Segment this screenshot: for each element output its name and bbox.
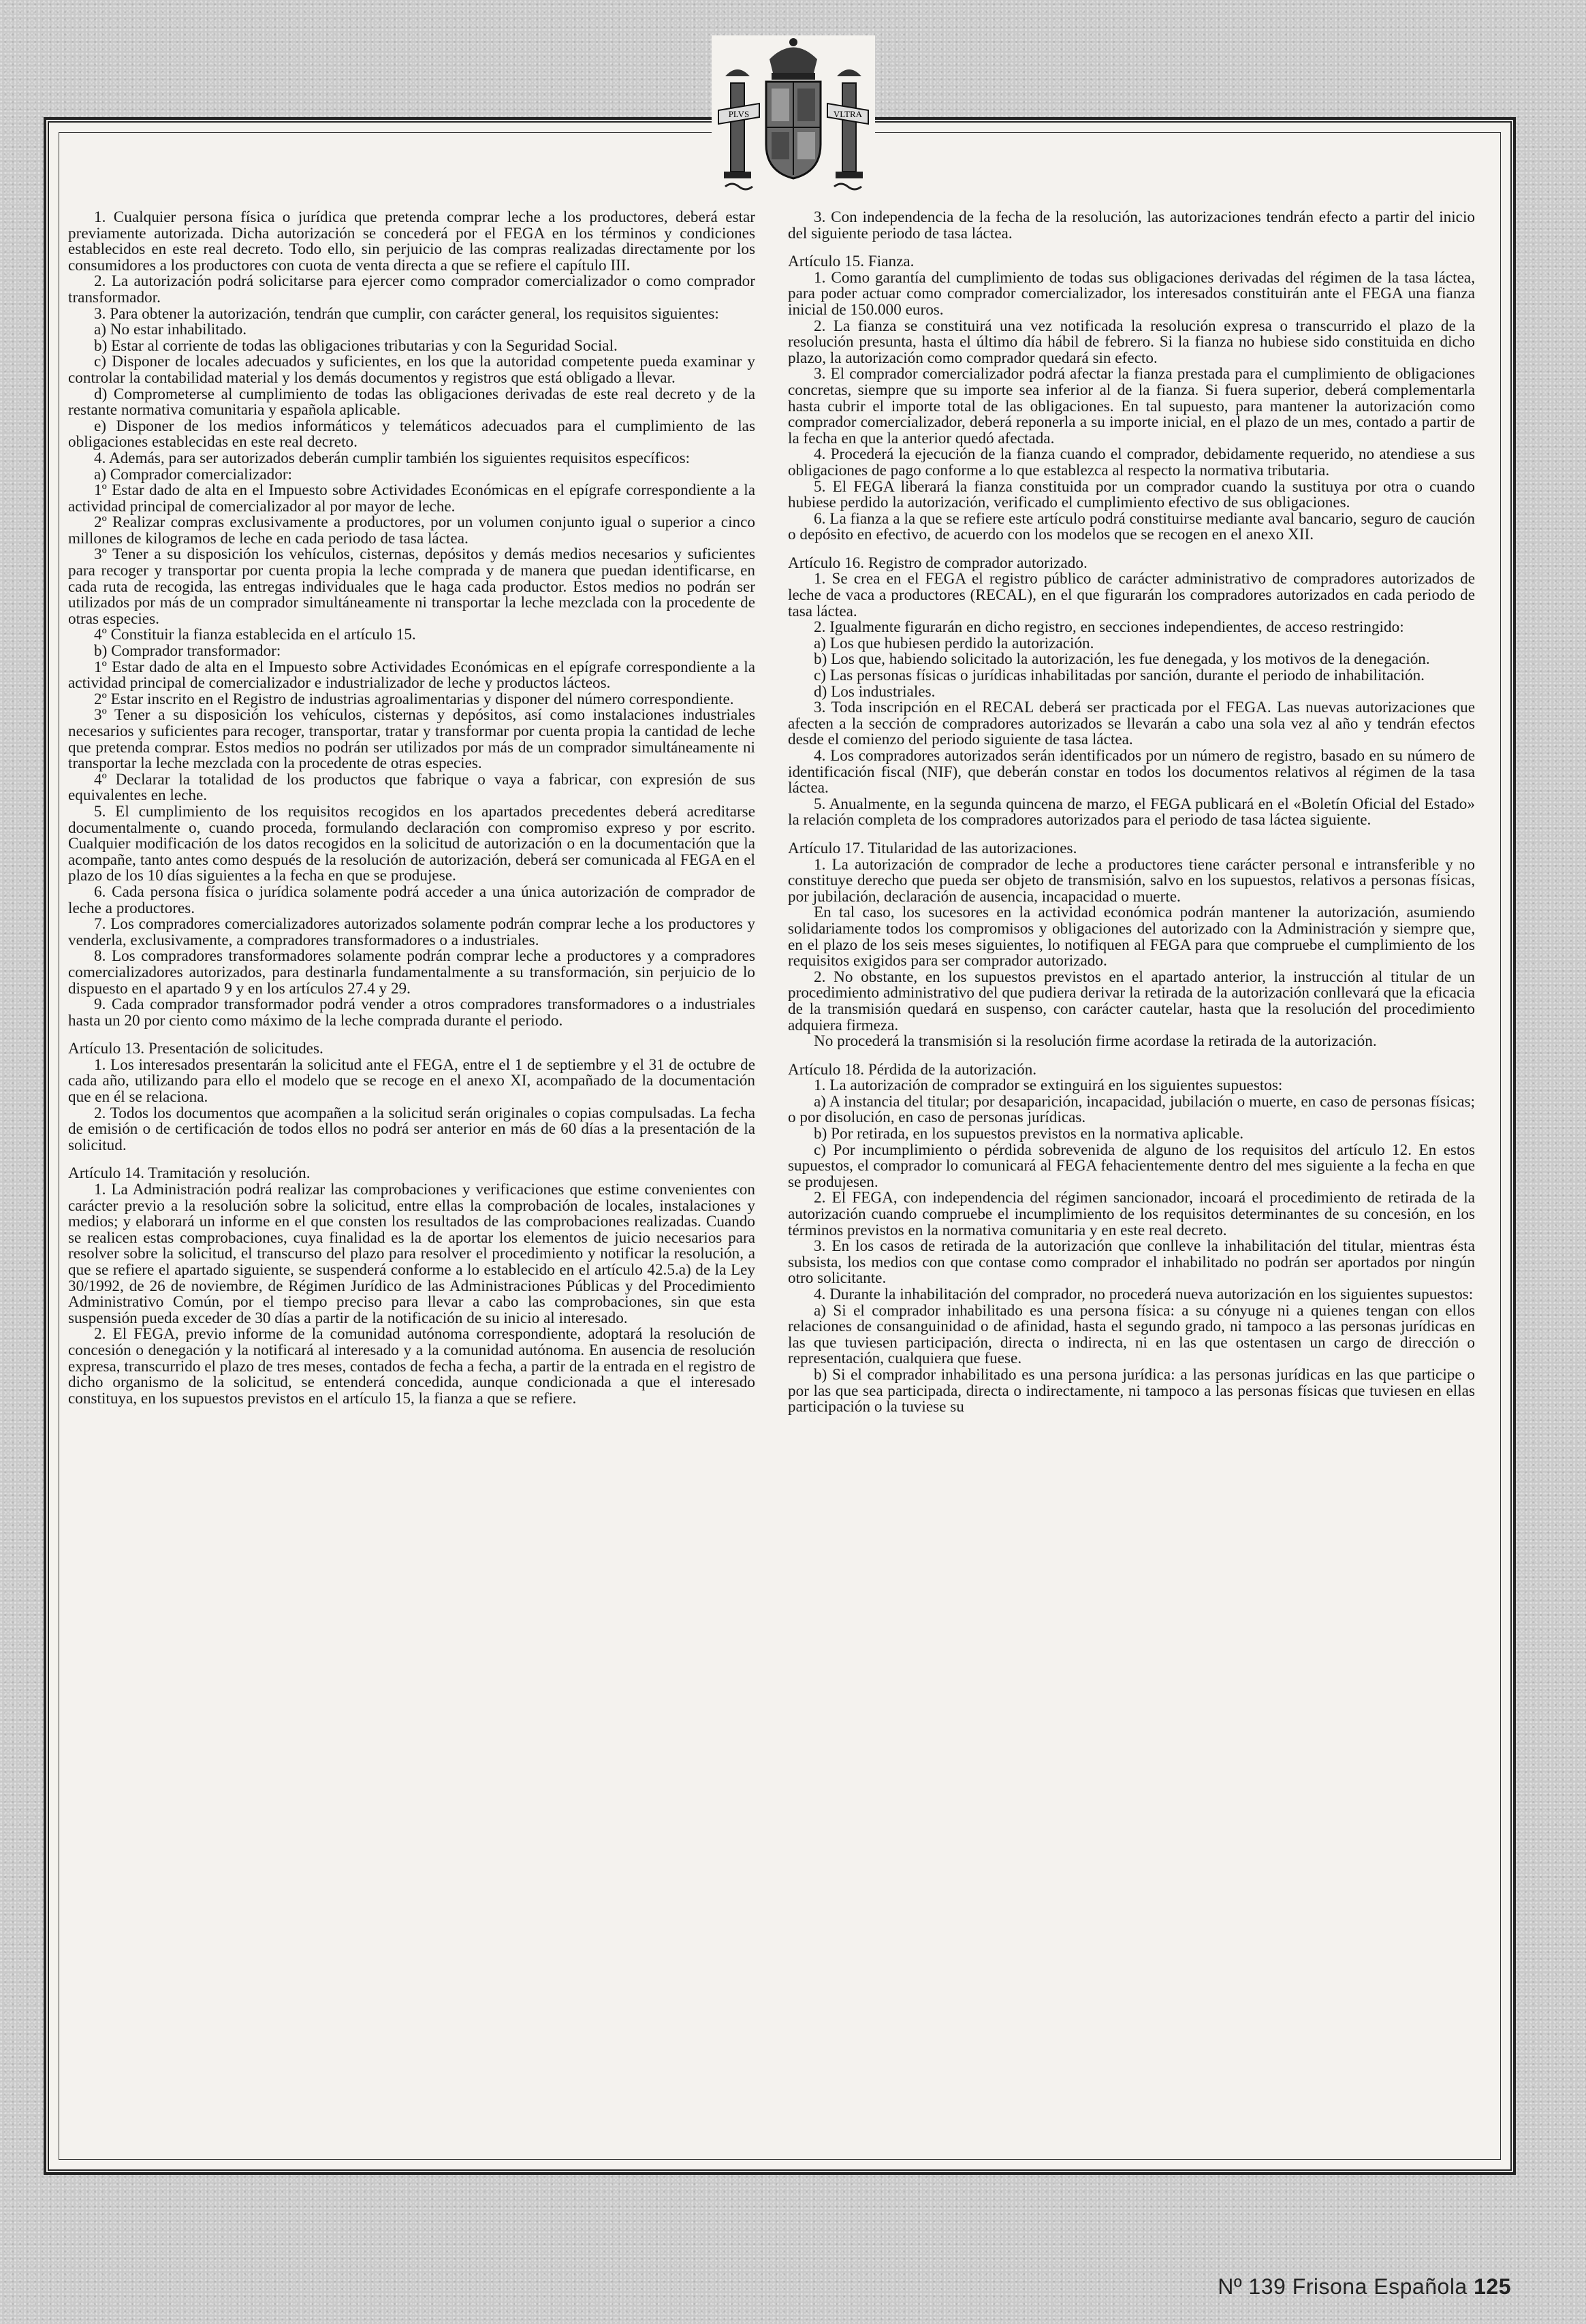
paragraph: 2. Igualmente figurarán en dicho registro, en secciones independientes, de acceso restringido:: [814, 618, 1404, 637]
paragraph: 5. El FEGA liberará la fianza constituida por un comprador cuando la sustituya por otra o cuando hubiese perdido la autorización, verificado el cumplimiento efectivo de sus obligaciones.: [788, 477, 1475, 512]
paragraph: 1. Cualquier persona física o jurídica que pretenda comprar leche a los productores, deberá estar previamente autorizada. Dicha autorización se concederá por el FEGA en los términos y condiciones establecidos en este real decreto. Todo ello, sin perjuicio de las compras realizadas directamente por los consumidores a los productores con cuota de venta directa a que se refiere el capítulo III.: [68, 210, 755, 274]
paragraph: 2. No obstante, en los supuestos previstos en el apartado anterior, la instrucción al titular de un procedimiento administrativo del que pudiera derivar la retirada de la autorización conllevará que la eficacia de la transmisión quedará en suspenso, con carácter cautelar, hasta que la resolución del procedimiento adquiera firmeza.: [788, 968, 1475, 1034]
left-column: [68, 210, 755, 2144]
paragraph: b) Si el comprador inhabilitado es una persona jurídica: a las personas jurídicas en las que participe o por las que sea participada, directa o indirectamente, ni tampoco a las personas físicas que tuviesen en ellas participación o la tuviese su: [788, 1365, 1475, 1416]
paragraph: 6. Cada persona física o jurídica solamente podrá acceder a una única autorización de comprador de leche a productores.: [68, 882, 755, 917]
paragraph: 2. Todos los documentos que acompañen a la solicitud serán originales o copias compulsadas. La fecha de emisión o de certificación de todos ellos no podrá ser anterior en más de 60 días a la presentación de la solicitud.: [68, 1104, 755, 1154]
paragraph: a) No estar inhabilitado.: [94, 321, 247, 339]
article-heading: Artículo 14. Tramitación y resolución.: [68, 1164, 311, 1183]
paragraph: 3. Toda inscripción en el RECAL deberá ser practicada por el FEGA. Las nuevas autorizaciones que afecten a la sección de compradores autorizados se llevarán a cabo una sola vez al año y tendrán efectos desde el comienzo del periodo siguiente de tasa láctea.: [788, 699, 1475, 749]
article-heading: Artículo 17. Titularidad de las autorizaciones.: [788, 839, 1077, 857]
article-heading: Artículo 16. Registro de comprador autorizado.: [788, 554, 1088, 572]
paragraph: 3. Para obtener la autorización, tendrán que cumplir, con carácter general, los requisitos siguientes:: [94, 304, 719, 323]
motto-left: PLVS: [728, 109, 750, 119]
paragraph: e) Disponer de los medios informáticos y telemáticos adecuados para el cumplimiento de las obligaciones establecidas en este real decreto.: [68, 417, 755, 451]
paragraph: 2. La autorización podrá solicitarse para ejercer como comprador comercializador o como comprador transformador.: [68, 272, 755, 306]
paragraph: c) Disponer de locales adecuados y suficientes, en los que la autoridad competente pueda examinar y controlar la contabilidad material y los demás documentos y registros que está obligado a llevar.: [68, 353, 755, 387]
paragraph: 1º Estar dado de alta en el Impuesto sobre Actividades Económicas en el epígrafe correspondiente a la actividad principal de comercializador e industrializador de leche y productos lácteos.: [68, 658, 755, 693]
right-column: [788, 210, 1475, 2144]
paragraph: a) Comprador comercializador:: [94, 465, 292, 483]
paragraph: 3º Tener a su disposición los vehículos, cisternas y depósitos, así como instalaciones industriales necesarios y suficientes para recoger, transportar, tratar y transformar por cuenta propia la cantidad de leche que pretenda comprar. Estos medios no podrán ser utilizados por más de un comprador simultáneamente ni transportar la leche mezclada con la procedente de otras especies.: [68, 706, 755, 773]
paragraph: 1º Estar dado de alta en el Impuesto sobre Actividades Económicas en el epígrafe correspondiente a la actividad principal de comercializador al por mayor de leche.: [68, 481, 755, 515]
page-number: 125: [1474, 2274, 1511, 2299]
paragraph: 5. El cumplimiento de los requisitos recogidos en los apartados precedentes deberá acreditarse documentalmente o, cuando proceda, formulando declaración con compromiso expreso y por escrito. Cualquier modificación de los datos recogidos en la solicitud de autorización o en la documentación que la acompañe, tanto antes como después de la resolución de autorización, deberá ser comunicada al FEGA en el plazo de los 10 días siguientes a la fecha en que se produjese.: [68, 802, 755, 885]
article-heading: Artículo 13. Presentación de solicitudes.: [68, 1040, 323, 1058]
paragraph: 1. Los interesados presentarán la solicitud ante el FEGA, entre el 1 de septiembre y el 31 de octubre de cada año, utilizando para ello el modelo que se recoge en el anexo XI, acompañado de la documentación que en él se relaciona.: [68, 1055, 755, 1107]
paragraph: 1. La autorización de comprador se extinguirá en los siguientes supuestos:: [814, 1077, 1283, 1095]
paragraph: b) Los que, habiendo solicitado la autorización, les fue denegada, y los motivos de la denegación.: [814, 650, 1430, 669]
paragraph: 2. El FEGA, previo informe de la comunidad autónoma correspondiente, adoptará la resolución de concesión o denegación y la notificará al interesado y a la comunidad autónoma. En ausencia de resolución expresa, transcurrido el plazo de tres meses, contados de fecha a fecha, a partir de la entrada en el registro de dicho organismo de la solicitud, se entenderá concedida, aunque condicionada a que el interesado constituya, en los supuestos previstos en el artículo 15, la fianza a que se refiere.: [68, 1325, 755, 1407]
paragraph: 3. Con independencia de la fecha de la resolución, las autorizaciones tendrán efecto a partir del inicio del siguiente periodo de tasa láctea.: [788, 210, 1475, 242]
paragraph: 4º Constituir la fianza establecida en el artículo 15.: [94, 626, 416, 644]
paragraph: 4. Durante la inhabilitación del comprador, no procederá nueva autorización en los siguientes supuestos:: [814, 1286, 1474, 1303]
spanish-coat-of-arms-icon: [712, 35, 875, 206]
paragraph: 2. La fianza se constituirá una vez notificada la resolución expresa o transcurrido el plazo de la resolución presunta, hasta el último día hábil de febrero. Si la fianza no hubiese sido constituida en dicho plazo, la autorización como comprador quedará sin efecto.: [788, 317, 1475, 367]
paragraph: 1. La Administración podrá realizar las comprobaciones y verificaciones que estime convenientes con carácter previo a la resolución sobre la solicitud, entre ellas la comprobación de locales, instalaciones y medios; y elaborará un informe en el que consten los resultados de las comprobaciones realizadas. Cuando se realicen estas comprobaciones, cuya finalidad es la de aportar los elementos de juicio necesarios para resolver sobre la solicitud, el transcurso del plazo para resolver el procedimiento y notificar la resolución, a que se refiere el apartado siguiente, se suspenderá conforme a lo establecido en el artículo 42.5.a) de la Ley 30/1992, de 26 de noviembre, de Régimen Jurídico de las Administraciones Públicas y del Procedimiento Administrativo Común, por el tiempo preciso para llevar a cabo las comprobaciones, sin que esta suspensión pueda exceder de 30 días a partir de la notificación de su inicio al interesado.: [68, 1181, 755, 1327]
paragraph: a) Si el comprador inhabilitado es una persona física: a su cónyuge ni a quienes tengan con ellos relaciones de consanguinidad o de afinidad, hasta el segundo grado, ni tampoco a las personas jurídicas en las que tuviesen participación, directa o indirecta, ni en las que ostentasen un cargo de dirección o representación, cualquiera que fuese.: [788, 1301, 1475, 1368]
paragraph: 4. Procederá la ejecución de la fianza cuando el comprador, debidamente requerido, no atendiese a sus obligaciones de pago conforme a lo que establezca al respecto la normativa tributaria.: [788, 445, 1475, 479]
paragraph: 5. Anualmente, en la segunda quincena de marzo, el FEGA publicará en el «Boletín Oficial del Estado» la relación completa de los compradores autorizados para el periodo de tasa láctea siguiente.: [788, 795, 1475, 829]
paragraph: 8. Los compradores transformadores solamente podrán comprar leche a productores y a compradores comercializadores autorizados, para destinarla fundamentalmente a su transformación, sin perjuicio de lo dispuesto en el apartado 9 y en los artículos 27.4 y 29.: [68, 947, 755, 998]
paragraph: 3. En los casos de retirada de la autorización que conlleve la inhabilitación del titular, mientras ésta subsista, los medios con que contase como comprador el inhabilitado no podrán ser aportados por ningún otro solicitante.: [788, 1237, 1475, 1288]
paragraph: 2. El FEGA, con independencia del régimen sancionador, incoará el procedimiento de retirada de la autorización cuando compruebe el incumplimiento de los requisitos determinantes de su concesión, en los términos previstos en la normativa comunitaria y en este real decreto.: [788, 1189, 1475, 1239]
article-heading: Artículo 18. Pérdida de la autorización.: [788, 1060, 1037, 1079]
paragraph: 7. Los compradores comercializadores autorizados solamente podrán comprar leche a los productores y venderla, exclusivamente, a compradores transformadores o a industriales.: [68, 915, 755, 949]
motto-right: VLTRA: [833, 109, 863, 119]
paragraph: 3. El comprador comercializador podrá afectar la fianza prestada para el cumplimiento de obligaciones concretas, siempre que su importe sea inferior al de la fianza. Si fuera superior, deberá complementarla hasta cubrir el importe total de las obligaciones. En tal supuesto, para mantener la autorización como comprador comercializador, deberá reponerla a su importe inicial, en el plazo de un mes, contado a partir de la fecha en que la anterior quedó afectada.: [788, 365, 1475, 447]
paragraph: En tal caso, los sucesores en la actividad económica podrán mantener la autorización, asumiendo solidariamente todos los compromisos y obligaciones del autorizado con la Administración y siempre que, en el plazo de los seis meses siguientes, lo notifiquen al FEGA para que compruebe el cumplimiento de los requisitos exigidos para ser comprador autorizado.: [788, 904, 1475, 970]
paragraph: d) Los industriales.: [814, 682, 936, 701]
paragraph: 3º Tener a su disposición los vehículos, cisternas, depósitos y demás medios necesarios y suficientes para recoger y transportar por cuenta propia la leche comprada y de manera que puedan identificarse, en cada ruta de recogida, las entregas individuales que le haga cada productor. Estos medios no podrán ser utilizados por más de un comprador simultáneamente ni transportar la leche mezclada con la procedente de otras especies.: [68, 545, 755, 628]
paragraph: b) Estar al corriente de todas las obligaciones tributarias y con la Seguridad Social.: [94, 336, 618, 355]
paragraph: 2º Realizar compras exclusivamente a productores, por un volumen conjunto igual o superior a cinco millones de kilogramos de leche en cada periodo de tasa láctea.: [68, 513, 755, 547]
paragraph: 9. Cada comprador transformador podrá vender a otros compradores transformadores o a industriales hasta un 20 por ciento como máximo de la leche comprada durante el periodo.: [68, 996, 755, 1030]
paragraph: 1. Como garantía del cumplimiento de todas sus obligaciones derivadas del régimen de la tasa láctea, para poder actuar como comprador comercializador, los interesados constituirán ante el FEGA una fianza inicial de 150.000 euros.: [788, 268, 1475, 319]
paragraph: a) Los que hubiesen perdido la autorización.: [814, 634, 1094, 652]
paragraph: c) Por incumplimiento o pérdida sobrevenida de alguno de los requisitos del artículo 12. En estos supuestos, el comprador lo comunicará al FEGA fehacientemente dentro del mes siguiente a la fecha en que se produjesen.: [788, 1141, 1475, 1191]
paragraph: 2º Estar inscrito en el Registro de industrias agroalimentarias y disponer del número correspondiente.: [94, 690, 734, 708]
issue-number: Nº 139: [1218, 2274, 1286, 2299]
paragraph: 1. La autorización de comprador de leche a productores tiene carácter personal e intransferible y no constituye derecho que pueda ser objeto de transmisión, salvo en los supuestos, relativos a personas físicas, por jubilación, declaración de ausencia, incapacidad o muerte.: [788, 855, 1475, 906]
paragraph: 4. Además, para ser autorizados deberán cumplir también los siguientes requisitos específicos:: [94, 449, 691, 467]
paragraph: b) Comprador transformador:: [94, 642, 281, 660]
paragraph: d) Comprometerse al cumplimiento de todas las obligaciones derivadas de este real decreto y de la restante normativa comunitaria y española aplicable.: [68, 385, 755, 419]
paragraph: No procederá la transmisión si la resolución firme acordase la retirada de la autorización.: [814, 1032, 1377, 1051]
paragraph: 6. La fianza a la que se refiere este artículo podrá constituirse mediante aval bancario, seguro de caución o depósito en efectivo, de acuerdo con los modelos que se recogen en el anexo XII.: [788, 509, 1475, 544]
magazine-name: Frisona Española: [1292, 2274, 1468, 2299]
article-heading: Artículo 15. Fianza.: [788, 253, 915, 271]
paragraph: c) Las personas físicas o jurídicas inhabilitadas por sanción, durante el periodo de inhabilitación.: [814, 667, 1425, 685]
page-footer: [1218, 2274, 1511, 2299]
paragraph: 1. Se crea en el FEGA el registro público de carácter administrativo de compradores autorizados de leche de vaca a productores (RECAL), en el que figurarán los compradores autorizados en cada periodo de tasa láctea.: [788, 570, 1475, 620]
paragraph: a) A instancia del titular; por desaparición, incapacidad, jubilación o muerte, en caso de personas físicas; o por disolución, en caso de personas jurídicas.: [788, 1092, 1475, 1127]
article-body: [39, 210, 1504, 2144]
paragraph: 4º Declarar la totalidad de los productos que fabrique o vaya a fabricar, con expresión de sus equivalentes en leche.: [68, 770, 755, 805]
paragraph: b) Por retirada, en los supuestos previstos en la normativa aplicable.: [814, 1125, 1244, 1143]
paragraph: 4. Los compradores autorizados serán identificados por un número de registro, basado en su número de identificación fiscal (NIF), que deberán constar en todos los documentos relativos al régimen de la tasa láctea.: [788, 747, 1475, 797]
